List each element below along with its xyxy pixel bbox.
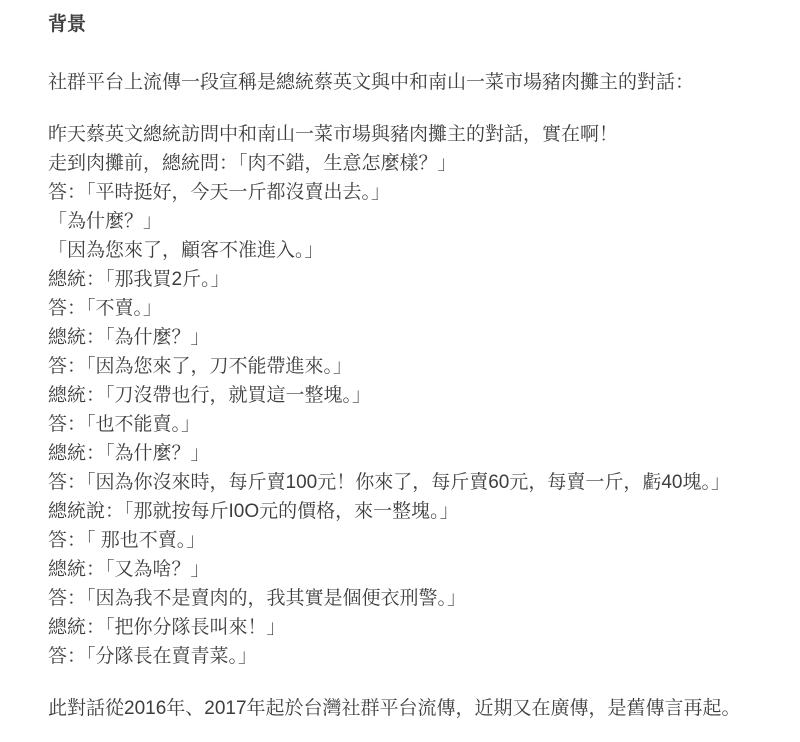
dialogue-line: 總統說：「那就按每斤I0O元的價格，來一整塊。」 <box>48 501 459 522</box>
dialogue-line: 答：「分隊長在賣青菜。」 <box>48 646 258 667</box>
dialogue-line: 總統：「為什麼？」 <box>48 327 210 348</box>
closing-paragraph: 此對話從2016年、2017年起於台灣社群平台流傳，近期又在廣傳，是舊傳言再起。 <box>48 698 741 719</box>
dialogue-line: 答：「因為你沒來時，每斤賣100元！你來了，每斤賣60元，每賣一斤，虧40塊。」 <box>48 472 730 493</box>
dialogue-line: 答：「平時挺好，今天一斤都沒賣出去。」 <box>48 182 391 203</box>
dialogue-line: 昨天蔡英文總統訪問中和南山一菜市場與豬肉攤主的對話，實在啊！ <box>48 124 619 145</box>
intro-paragraph: 社群平台上流傳一段宣稱是總統蔡英文與中和南山一菜市場豬肉攤主的對話： <box>48 72 695 93</box>
dialogue-line: 答：「不賣。」 <box>48 298 163 319</box>
dialogue-line: 總統：「又為啥？」 <box>48 559 210 580</box>
dialogue-line: 答：「 那也不賣。」 <box>48 530 206 551</box>
section-heading: 背景 <box>48 14 87 35</box>
dialogue-line: 「為什麼？」 <box>48 211 163 232</box>
dialogue-line: 走到肉攤前，總統問：「肉不錯，生意怎麼樣？」 <box>48 153 457 174</box>
dialogue-line: 總統：「那我買2斤。」 <box>48 269 230 290</box>
dialogue-line: 答：「也不能賣。」 <box>48 414 201 435</box>
dialogue-block <box>48 120 760 671</box>
dialogue-line: 總統：「為什麼？」 <box>48 443 210 464</box>
dialogue-line: 答：「因為您來了，刀不能帶進來。」 <box>48 356 353 377</box>
dialogue-line: 總統：「把你分隊長叫來！」 <box>48 617 286 638</box>
dialogue-line: 「因為您來了，顧客不准進入。」 <box>48 240 324 261</box>
dialogue-line: 答：「因為我不是賣肉的，我其實是個便衣刑警。」 <box>48 588 467 609</box>
dialogue-line: 總統：「刀沒帶也行，就買這一整塊。」 <box>48 385 372 406</box>
